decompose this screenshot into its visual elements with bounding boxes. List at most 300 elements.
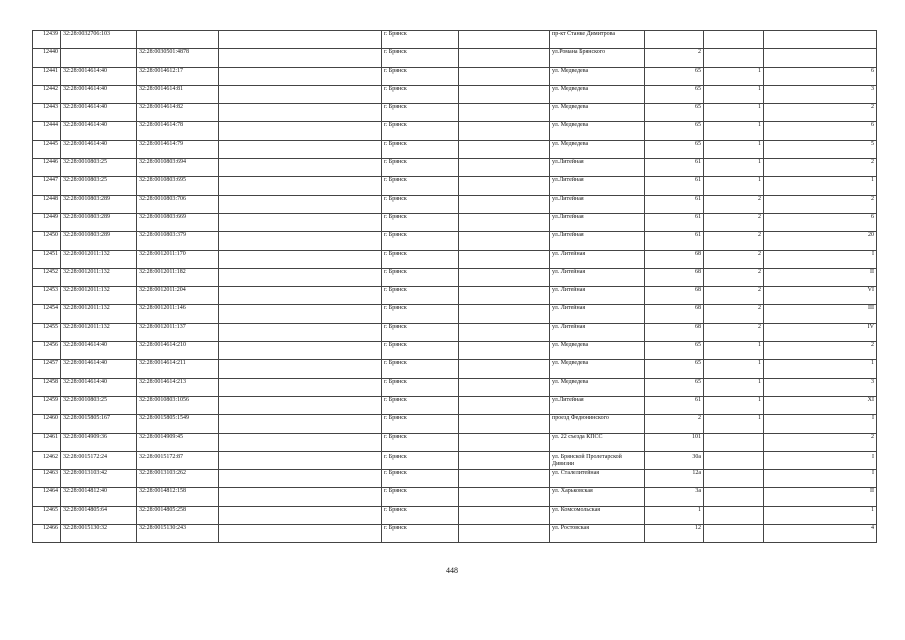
cell-premises-number: VI bbox=[764, 287, 877, 305]
cell-city: г. Брянск bbox=[382, 268, 459, 286]
cell-house-number: 101 bbox=[645, 433, 704, 451]
cell-street: ул. Медведева bbox=[550, 85, 645, 103]
cell-premises-number: I bbox=[764, 470, 877, 488]
cell-house-number: 61 bbox=[645, 396, 704, 414]
cell-empty bbox=[459, 177, 550, 195]
cell-house-number: 12 bbox=[645, 525, 704, 543]
cell-parcel-cadastral-number: 32:28:0010803:25 bbox=[61, 177, 137, 195]
cell-floor: 2 bbox=[704, 268, 764, 286]
cell-empty bbox=[459, 525, 550, 543]
cell-record-number: 12448 bbox=[33, 195, 61, 213]
cell-empty bbox=[459, 342, 550, 360]
cell-street: ул. Медведева bbox=[550, 104, 645, 122]
cell-floor: 2 bbox=[704, 250, 764, 268]
cell-parcel-cadastral-number: 32:28:0014614:40 bbox=[61, 140, 137, 158]
cell-object-cadastral-number: 32:28:0014614:210 bbox=[137, 342, 219, 360]
cell-empty bbox=[219, 31, 382, 49]
cell-empty bbox=[219, 250, 382, 268]
cell-empty bbox=[459, 159, 550, 177]
cell-parcel-cadastral-number: 32:28:0014614:40 bbox=[61, 104, 137, 122]
cell-object-cadastral-number: 32:28:0014614:211 bbox=[137, 360, 219, 378]
cell-object-cadastral-number: 32:28:0014614:213 bbox=[137, 378, 219, 396]
cell-house-number: 65 bbox=[645, 67, 704, 85]
cell-floor bbox=[704, 433, 764, 451]
cell-street: ул. Харьковская bbox=[550, 488, 645, 506]
cell-premises-number: 3 bbox=[764, 378, 877, 396]
cell-empty bbox=[219, 323, 382, 341]
cell-house-number: 1 bbox=[645, 506, 704, 524]
cell-street: ул. Медведева bbox=[550, 360, 645, 378]
cell-floor: 2 bbox=[704, 323, 764, 341]
cell-parcel-cadastral-number: 32:28:0014614:40 bbox=[61, 342, 137, 360]
cell-object-cadastral-number: 32:28:0010803:379 bbox=[137, 232, 219, 250]
cell-object-cadastral-number: 32:28:0012011:146 bbox=[137, 305, 219, 323]
cell-floor bbox=[704, 470, 764, 488]
cell-city: г. Брянск bbox=[382, 323, 459, 341]
cell-object-cadastral-number: 32:28:0014614:79 bbox=[137, 140, 219, 158]
cell-empty bbox=[219, 451, 382, 469]
cell-empty bbox=[219, 360, 382, 378]
cell-floor bbox=[704, 488, 764, 506]
cell-street: ул.Романа Брянского bbox=[550, 49, 645, 67]
cell-parcel-cadastral-number: 32:28:0012011:132 bbox=[61, 250, 137, 268]
cell-house-number: 68 bbox=[645, 268, 704, 286]
cell-premises-number: II bbox=[764, 488, 877, 506]
cell-record-number: 12466 bbox=[33, 525, 61, 543]
cell-house-number: 65 bbox=[645, 140, 704, 158]
cell-empty bbox=[459, 506, 550, 524]
cell-floor: 1 bbox=[704, 342, 764, 360]
table-row bbox=[33, 195, 877, 213]
cell-street: ул. Медведева bbox=[550, 342, 645, 360]
cell-parcel-cadastral-number: 32:28:0012011:132 bbox=[61, 268, 137, 286]
table-row bbox=[33, 378, 877, 396]
cell-city: г. Брянск bbox=[382, 396, 459, 414]
cell-record-number: 12444 bbox=[33, 122, 61, 140]
cell-empty bbox=[459, 122, 550, 140]
cell-parcel-cadastral-number: 32:28:0010803:289 bbox=[61, 213, 137, 231]
cell-street: ул. Медведева bbox=[550, 122, 645, 140]
cell-premises-number: 6 bbox=[764, 122, 877, 140]
cell-floor: 1 bbox=[704, 159, 764, 177]
cell-empty bbox=[219, 85, 382, 103]
cell-empty bbox=[219, 396, 382, 414]
cell-empty bbox=[459, 85, 550, 103]
cell-floor bbox=[704, 525, 764, 543]
cell-street: ул.Литейная bbox=[550, 232, 645, 250]
cell-record-number: 12445 bbox=[33, 140, 61, 158]
cell-empty bbox=[459, 140, 550, 158]
cell-parcel-cadastral-number: 32:28:0014614:40 bbox=[61, 378, 137, 396]
cell-empty bbox=[459, 323, 550, 341]
cell-object-cadastral-number: 32:28:0014612:17 bbox=[137, 67, 219, 85]
cell-premises-number: 5 bbox=[764, 140, 877, 158]
cell-city: г. Брянск bbox=[382, 470, 459, 488]
table-row bbox=[33, 177, 877, 195]
table-row bbox=[33, 287, 877, 305]
cell-street: ул. 22 съезда КПСС bbox=[550, 433, 645, 451]
cell-empty bbox=[459, 488, 550, 506]
cell-empty bbox=[219, 305, 382, 323]
cell-empty bbox=[459, 470, 550, 488]
cell-city: г. Брянск bbox=[382, 177, 459, 195]
cell-empty bbox=[219, 268, 382, 286]
cell-record-number: 12451 bbox=[33, 250, 61, 268]
cell-premises-number: I bbox=[764, 451, 877, 469]
cell-record-number: 12450 bbox=[33, 232, 61, 250]
cell-parcel-cadastral-number bbox=[61, 49, 137, 67]
cell-premises-number: 20 bbox=[764, 232, 877, 250]
table-row bbox=[33, 396, 877, 414]
cell-object-cadastral-number: 32:28:0015130:243 bbox=[137, 525, 219, 543]
cell-object-cadastral-number: 32:28:0010803:706 bbox=[137, 195, 219, 213]
cell-house-number: 65 bbox=[645, 85, 704, 103]
cell-street: ул. Комсомольская bbox=[550, 506, 645, 524]
cell-object-cadastral-number: 32:28:0010803:694 bbox=[137, 159, 219, 177]
cell-city: г. Брянск bbox=[382, 525, 459, 543]
cell-empty bbox=[219, 159, 382, 177]
cell-floor: 1 bbox=[704, 122, 764, 140]
table-row bbox=[33, 268, 877, 286]
cell-house-number: 68 bbox=[645, 323, 704, 341]
cell-city: г. Брянск bbox=[382, 488, 459, 506]
cell-house-number: 2 bbox=[645, 49, 704, 67]
cell-premises-number: I bbox=[764, 250, 877, 268]
cell-city: г. Брянск bbox=[382, 213, 459, 231]
cell-house-number: 65 bbox=[645, 360, 704, 378]
cell-empty bbox=[219, 378, 382, 396]
cell-empty bbox=[459, 250, 550, 268]
cell-premises-number bbox=[764, 31, 877, 49]
cell-record-number: 12463 bbox=[33, 470, 61, 488]
cell-house-number: 65 bbox=[645, 104, 704, 122]
cell-record-number: 12456 bbox=[33, 342, 61, 360]
cell-premises-number: 3 bbox=[764, 85, 877, 103]
cell-empty bbox=[459, 49, 550, 67]
cell-street: пр-кт Станке Димитрова bbox=[550, 31, 645, 49]
cell-empty bbox=[219, 195, 382, 213]
cell-house-number: 65 bbox=[645, 342, 704, 360]
cell-parcel-cadastral-number: 32:28:0015805:167 bbox=[61, 415, 137, 433]
cell-premises-number: I bbox=[764, 415, 877, 433]
cell-floor: 1 bbox=[704, 85, 764, 103]
cell-parcel-cadastral-number: 32:28:0010803:289 bbox=[61, 195, 137, 213]
cell-street: ул. Литейная bbox=[550, 323, 645, 341]
cell-empty bbox=[219, 122, 382, 140]
cell-object-cadastral-number: 32:28:0010803:695 bbox=[137, 177, 219, 195]
cell-record-number: 12443 bbox=[33, 104, 61, 122]
cell-house-number: 65 bbox=[645, 378, 704, 396]
cell-city: г. Брянск bbox=[382, 360, 459, 378]
table-body bbox=[33, 31, 877, 543]
cell-street: ул. Литейная bbox=[550, 268, 645, 286]
cell-empty bbox=[459, 232, 550, 250]
cell-empty bbox=[459, 378, 550, 396]
cell-empty bbox=[219, 140, 382, 158]
cell-premises-number: 2 bbox=[764, 433, 877, 451]
cell-premises-number bbox=[764, 49, 877, 67]
cell-street: проезд Федюнинского bbox=[550, 415, 645, 433]
cell-empty bbox=[219, 433, 382, 451]
cell-floor bbox=[704, 506, 764, 524]
cell-empty bbox=[459, 396, 550, 414]
cell-parcel-cadastral-number: 32:28:0012011:132 bbox=[61, 305, 137, 323]
cell-record-number: 12462 bbox=[33, 451, 61, 469]
cell-street: ул.Литейная bbox=[550, 396, 645, 414]
cell-object-cadastral-number: 32:28:0010803:1056 bbox=[137, 396, 219, 414]
cell-city: г. Брянск bbox=[382, 305, 459, 323]
cell-empty bbox=[219, 488, 382, 506]
cell-floor: 1 bbox=[704, 177, 764, 195]
cell-street: ул.Литейная bbox=[550, 177, 645, 195]
cell-floor: 2 bbox=[704, 213, 764, 231]
table-row bbox=[33, 49, 877, 67]
cell-record-number: 12442 bbox=[33, 85, 61, 103]
cell-record-number: 12459 bbox=[33, 396, 61, 414]
cell-empty bbox=[459, 360, 550, 378]
cell-floor bbox=[704, 49, 764, 67]
cell-house-number: 3а bbox=[645, 488, 704, 506]
cell-premises-number: 1 bbox=[764, 506, 877, 524]
cell-city: г. Брянск bbox=[382, 451, 459, 469]
cell-object-cadastral-number: 32:28:0014614:82 bbox=[137, 104, 219, 122]
cell-record-number: 12461 bbox=[33, 433, 61, 451]
cell-empty bbox=[459, 305, 550, 323]
cell-record-number: 12455 bbox=[33, 323, 61, 341]
cell-record-number: 12460 bbox=[33, 415, 61, 433]
page-number: 448 bbox=[446, 566, 458, 575]
cell-empty bbox=[219, 49, 382, 67]
cell-house-number bbox=[645, 31, 704, 49]
cell-empty bbox=[219, 67, 382, 85]
cell-city: г. Брянск bbox=[382, 140, 459, 158]
cell-premises-number: III bbox=[764, 305, 877, 323]
cell-object-cadastral-number: 32:28:0010803:669 bbox=[137, 213, 219, 231]
table-row bbox=[33, 213, 877, 231]
cell-empty bbox=[219, 470, 382, 488]
cell-floor: 1 bbox=[704, 396, 764, 414]
cell-empty bbox=[459, 104, 550, 122]
cell-floor: 2 bbox=[704, 232, 764, 250]
cell-floor: 1 bbox=[704, 360, 764, 378]
cell-object-cadastral-number: 32:28:0014805:258 bbox=[137, 506, 219, 524]
cell-record-number: 12454 bbox=[33, 305, 61, 323]
cell-empty bbox=[459, 195, 550, 213]
cell-premises-number: 6 bbox=[764, 67, 877, 85]
cell-record-number: 12440 bbox=[33, 49, 61, 67]
cell-street: ул. Медведева bbox=[550, 378, 645, 396]
cell-empty bbox=[219, 287, 382, 305]
cell-city: г. Брянск bbox=[382, 342, 459, 360]
cell-empty bbox=[459, 213, 550, 231]
cell-empty bbox=[219, 213, 382, 231]
table-row bbox=[33, 415, 877, 433]
cell-city: г. Брянск bbox=[382, 122, 459, 140]
cell-record-number: 12457 bbox=[33, 360, 61, 378]
cell-empty bbox=[459, 31, 550, 49]
cell-house-number: 68 bbox=[645, 305, 704, 323]
cell-object-cadastral-number: 32:28:0030501:4878 bbox=[137, 49, 219, 67]
cell-parcel-cadastral-number: 32:28:0013103:42 bbox=[61, 470, 137, 488]
cell-object-cadastral-number: 32:28:0014812:158 bbox=[137, 488, 219, 506]
table-row bbox=[33, 67, 877, 85]
table-row bbox=[33, 525, 877, 543]
cell-parcel-cadastral-number: 32:28:0014805:64 bbox=[61, 506, 137, 524]
cell-floor: 2 bbox=[704, 305, 764, 323]
cell-floor: 1 bbox=[704, 378, 764, 396]
cell-premises-number: XI bbox=[764, 396, 877, 414]
cell-house-number: 68 bbox=[645, 287, 704, 305]
cell-city: г. Брянск bbox=[382, 378, 459, 396]
cell-city: г. Брянск bbox=[382, 49, 459, 67]
cell-object-cadastral-number: 32:28:0014614:81 bbox=[137, 85, 219, 103]
cell-parcel-cadastral-number: 32:28:0014812:40 bbox=[61, 488, 137, 506]
table-row bbox=[33, 470, 877, 488]
cell-parcel-cadastral-number: 32:28:0032706:103 bbox=[61, 31, 137, 49]
cell-parcel-cadastral-number: 32:28:0014909:36 bbox=[61, 433, 137, 451]
cell-empty bbox=[459, 451, 550, 469]
cell-city: г. Брянск bbox=[382, 159, 459, 177]
cell-premises-number: II bbox=[764, 268, 877, 286]
cell-city: г. Брянск bbox=[382, 415, 459, 433]
cell-empty bbox=[219, 104, 382, 122]
cell-empty bbox=[459, 433, 550, 451]
registry-table bbox=[32, 30, 877, 543]
table-row bbox=[33, 250, 877, 268]
cell-street: ул. Брянской Пролетарской Дивизии bbox=[550, 451, 645, 469]
cell-floor: 1 bbox=[704, 415, 764, 433]
cell-empty bbox=[219, 177, 382, 195]
cell-object-cadastral-number: 32:28:0013103:262 bbox=[137, 470, 219, 488]
cell-premises-number: 1 bbox=[764, 360, 877, 378]
cell-premises-number: 2 bbox=[764, 159, 877, 177]
table-row bbox=[33, 159, 877, 177]
cell-record-number: 12452 bbox=[33, 268, 61, 286]
cell-street: ул. Сталелитейная bbox=[550, 470, 645, 488]
cell-floor: 1 bbox=[704, 140, 764, 158]
cell-premises-number: 2 bbox=[764, 104, 877, 122]
cell-record-number: 12441 bbox=[33, 67, 61, 85]
table-row bbox=[33, 140, 877, 158]
cell-premises-number: IV bbox=[764, 323, 877, 341]
cell-parcel-cadastral-number: 32:28:0014614:40 bbox=[61, 67, 137, 85]
cell-object-cadastral-number: 32:28:0012011:137 bbox=[137, 323, 219, 341]
cell-floor bbox=[704, 451, 764, 469]
cell-city: г. Брянск bbox=[382, 85, 459, 103]
cell-parcel-cadastral-number: 32:28:0015172:24 bbox=[61, 451, 137, 469]
cell-street: ул. Литейная bbox=[550, 287, 645, 305]
cell-empty bbox=[219, 232, 382, 250]
cell-house-number: 30а bbox=[645, 451, 704, 469]
cell-premises-number: 2 bbox=[764, 342, 877, 360]
cell-record-number: 12464 bbox=[33, 488, 61, 506]
cell-empty bbox=[219, 342, 382, 360]
cell-object-cadastral-number: 32:28:0012011:182 bbox=[137, 268, 219, 286]
table-row bbox=[33, 122, 877, 140]
cell-object-cadastral-number: 32:28:0014614:78 bbox=[137, 122, 219, 140]
cell-city: г. Брянск bbox=[382, 287, 459, 305]
cell-premises-number: 1 bbox=[764, 177, 877, 195]
table-row bbox=[33, 305, 877, 323]
cell-floor: 2 bbox=[704, 195, 764, 213]
cell-parcel-cadastral-number: 32:28:0012011:132 bbox=[61, 323, 137, 341]
cell-city: г. Брянск bbox=[382, 250, 459, 268]
cell-street: ул. Литейная bbox=[550, 305, 645, 323]
cell-floor bbox=[704, 31, 764, 49]
cell-street: ул.Литейная bbox=[550, 213, 645, 231]
cell-record-number: 12465 bbox=[33, 506, 61, 524]
cell-empty bbox=[219, 415, 382, 433]
cell-floor: 1 bbox=[704, 67, 764, 85]
cell-empty bbox=[219, 525, 382, 543]
table-row bbox=[33, 488, 877, 506]
cell-object-cadastral-number: 32:28:0012011:170 bbox=[137, 250, 219, 268]
cell-premises-number: 6 bbox=[764, 213, 877, 231]
cell-house-number: 65 bbox=[645, 122, 704, 140]
cell-house-number: 61 bbox=[645, 213, 704, 231]
cell-record-number: 12446 bbox=[33, 159, 61, 177]
table-row bbox=[33, 323, 877, 341]
cell-parcel-cadastral-number: 32:28:0014614:40 bbox=[61, 360, 137, 378]
cell-house-number: 61 bbox=[645, 195, 704, 213]
cell-parcel-cadastral-number: 32:28:0012011:132 bbox=[61, 287, 137, 305]
cell-object-cadastral-number: 32:28:0014909:45 bbox=[137, 433, 219, 451]
cell-record-number: 12458 bbox=[33, 378, 61, 396]
cell-object-cadastral-number: 32:28:0015172:87 bbox=[137, 451, 219, 469]
cell-parcel-cadastral-number: 32:28:0014614:40 bbox=[61, 85, 137, 103]
table-row bbox=[33, 342, 877, 360]
cell-parcel-cadastral-number: 32:28:0010803:25 bbox=[61, 159, 137, 177]
cell-record-number: 12453 bbox=[33, 287, 61, 305]
cell-house-number: 2 bbox=[645, 415, 704, 433]
cell-empty bbox=[459, 415, 550, 433]
cell-street: ул. Медведева bbox=[550, 67, 645, 85]
cell-house-number: 12а bbox=[645, 470, 704, 488]
cell-house-number: 61 bbox=[645, 232, 704, 250]
table-row bbox=[33, 360, 877, 378]
cell-city: г. Брянск bbox=[382, 31, 459, 49]
cell-floor: 2 bbox=[704, 287, 764, 305]
cell-street: ул.Литейная bbox=[550, 159, 645, 177]
table-row bbox=[33, 232, 877, 250]
cell-empty bbox=[459, 67, 550, 85]
cell-parcel-cadastral-number: 32:28:0010803:25 bbox=[61, 396, 137, 414]
cell-empty bbox=[459, 268, 550, 286]
cell-city: г. Брянск bbox=[382, 232, 459, 250]
cell-city: г. Брянск bbox=[382, 433, 459, 451]
table-row bbox=[33, 31, 877, 49]
cell-parcel-cadastral-number: 32:28:0014614:40 bbox=[61, 122, 137, 140]
cell-city: г. Брянск bbox=[382, 506, 459, 524]
cell-parcel-cadastral-number: 32:28:0015130:32 bbox=[61, 525, 137, 543]
cell-house-number: 61 bbox=[645, 159, 704, 177]
cell-street: ул. Ростовская bbox=[550, 525, 645, 543]
table-row bbox=[33, 433, 877, 451]
cell-record-number: 12449 bbox=[33, 213, 61, 231]
cell-city: г. Брянск bbox=[382, 67, 459, 85]
cell-premises-number: 2 bbox=[764, 195, 877, 213]
cell-parcel-cadastral-number: 32:28:0010803:289 bbox=[61, 232, 137, 250]
cell-premises-number: 4 bbox=[764, 525, 877, 543]
table-row bbox=[33, 506, 877, 524]
cell-street: ул.Литейная bbox=[550, 195, 645, 213]
table-row bbox=[33, 85, 877, 103]
table-row bbox=[33, 104, 877, 122]
cell-empty bbox=[459, 287, 550, 305]
cell-city: г. Брянск bbox=[382, 195, 459, 213]
cell-empty bbox=[219, 506, 382, 524]
cell-object-cadastral-number: 32:28:0015805:1549 bbox=[137, 415, 219, 433]
